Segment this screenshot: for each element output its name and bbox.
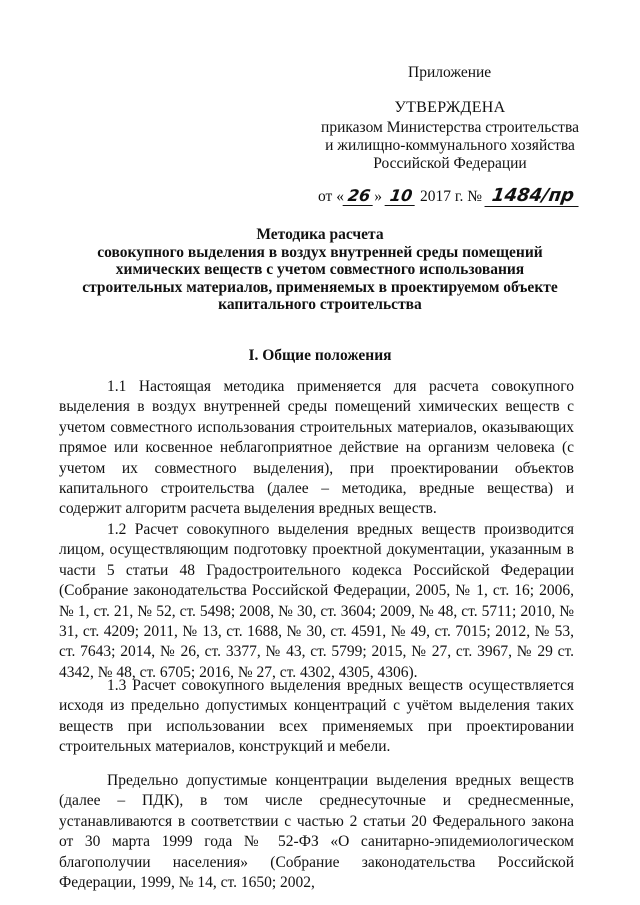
date-prefix: от « (318, 188, 344, 205)
date-day-handwritten: 26 (343, 186, 376, 206)
date-mid: » (374, 188, 382, 205)
approval-order-block (300, 119, 600, 173)
annex-label: Приложение (408, 64, 492, 81)
title-line: Методика расчета (256, 226, 384, 243)
order-number-handwritten: 1484/пр (484, 185, 581, 207)
date-month-handwritten: 10 (384, 186, 417, 206)
section-heading: I. Общие положения (248, 347, 392, 364)
paragraph-text: 1.1 Настоящая методика применяется для расчета совокупного выделения в воздух внутренней среды помещений химических веществ с учетом совместного использования строительных материалов, оказывающих прямое или косвенное неблагоприятное действие на организм человека (с учетом их совместного выделения), при проектировании объектов капитального строительства (далее – методика, вредные вещества) и содержит алгоритм расчета выделения вредных веществ. (59, 378, 574, 518)
paragraph-1-3 (59, 676, 574, 758)
document-title (60, 226, 580, 314)
order-line: и жилищно-коммунального хозяйства (325, 137, 575, 154)
title-line: химических веществ с учетом совместного использования (115, 261, 525, 279)
paragraph-text: Предельно допустимые концентрации выделения вредных веществ (далее – ПДК), в том числе среднесуточные и среднесменные, устанавливаются в соответствии с частью 2 статьи 20 Федерального закона от 30 марта 1999 года № 52-ФЗ «О санитарно-эпидемиологическом благополучии населения» (Собрание законодательства Российской Федерации, 1999, № 14, ст. 1650; 2002, (59, 772, 574, 892)
order-line: Российской Федерации (373, 155, 527, 172)
paragraph-1-2 (59, 520, 574, 683)
paragraph-pdk (59, 771, 574, 893)
title-line: капитального строительства (218, 296, 422, 314)
title-line: строительных материалов, применяемых в проектируемом объекте (82, 278, 558, 296)
order-date-line (318, 185, 580, 207)
order-line: приказом Министерства строительства (321, 119, 579, 136)
approved-stamp-word: УТВЕРЖДЕНА (394, 99, 506, 116)
date-year: 2017 г. № (419, 188, 483, 205)
paragraph-1-1 (59, 377, 574, 520)
paragraph-text: 1.2 Расчет совокупного выделения вредных веществ производится лицом, осуществляющим подготовку проектной документации, указанным в части 5 статьи 48 Градостроительного кодекса Российской Федерации (Собрание законодательства Российской Федерации, 2005, № 1, ст. 16; 2006, № 1, ст. 21, № 52, ст. 5498; 2008, № 30, ст. 3604; 2009, № 48, ст. 5711; 2010, № 31, ст. 4209; 2011, № 13, ст. 1688, № 30, ст. 4591, № 49, ст. 7015; 2012, № 53, ст. 7643; 2014, № 26, ст. 3377, № 43, ст. 5799; 2015, № 27, ст. 3967, № 29 ст. 4342, № 48, ст. 6705; 2016, № 27, ст. 4302, 4305, 4306). (59, 521, 574, 681)
title-line: совокупного выделения в воздух внутренней среды помещений (97, 243, 543, 261)
paragraph-text: 1.3 Расчет совокупного выделения вредных веществ осуществляется исходя из предельно допустимых концентраций с учётом выделения таких веществ при использовании всех применяемых при проектировании строительных материалов, конструкций и мебели. (59, 677, 574, 756)
